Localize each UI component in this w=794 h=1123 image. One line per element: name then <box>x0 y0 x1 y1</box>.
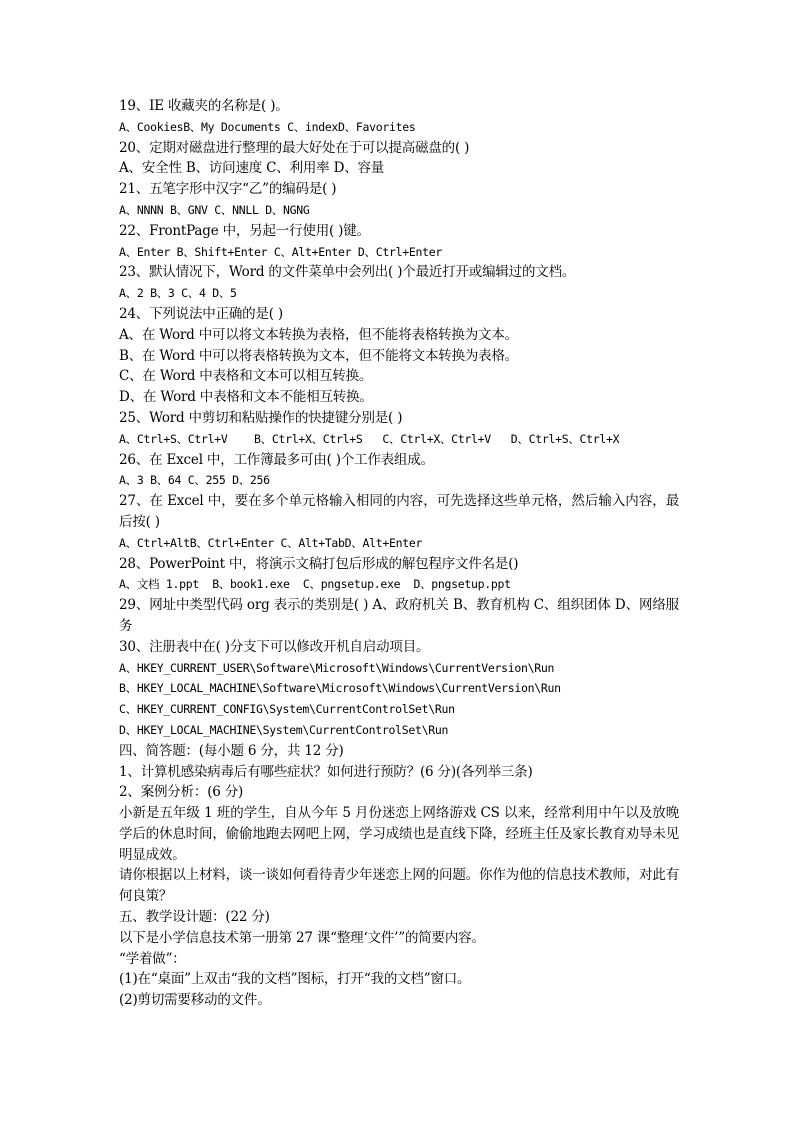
case-study-paragraph: 小新是五年级 1 班的学生，自从今年 5 月份迷恋上网络游戏 CS 以来，经常利用中午以及放晚学后的休息时间，偷偷地跑去网吧上网，学习成绩也是直线下降，经班主任及家长教育劝导未见明显成效。 <box>119 805 679 863</box>
question-30: 30、注册表中在( )分支下可以修改开机自启动项目。 <box>119 638 430 655</box>
lesson-intro: 以下是小学信息技术第一册第 27 课“整理‘文件’”的简要内容。 <box>119 929 485 946</box>
question-21-options: A、NNNN B、GNV C、NNLL D、NGNG <box>119 202 310 217</box>
question-20: 20、定期对磁盘进行整理的最大好处在于可以提高磁盘的( ) <box>119 139 470 156</box>
case-study-question: 请你根据以上材料，谈一谈如何看待青少年迷恋上网的问题。你作为他的信息技术教师，对此有何良策？ <box>119 867 679 905</box>
question-26-options: A、3 B、64 C、255 D、256 <box>119 473 270 488</box>
question-19-options: A、CookiesB、My Documents C、indexD、Favorites <box>119 119 416 134</box>
step-2: (2)剪切需要移动的文件。 <box>119 992 271 1009</box>
question-28-options: A、文档 1.ppt B、book1.exe C、pngsetup.exe D、pngsetup.ppt <box>119 577 511 592</box>
question-24-option-a: A、在 Word 中可以将文本转换为表格，但不能将表格转换为文本。 <box>119 326 518 343</box>
question-28: 28、PowerPoint 中，将演示文稿打包后形成的解包程序文件名是() <box>119 555 519 572</box>
question-30-option-c: C、HKEY_CURRENT_CONFIG\System\CurrentControlSet\Run <box>119 702 455 717</box>
question-23: 23、默认情况下，Word 的文件菜单中会列出( )个最近打开或编辑过的文档。 <box>119 264 576 281</box>
question-22: 22、FrontPage 中，另起一行使用( )键。 <box>119 222 370 239</box>
question-26: 26、在 Excel 中，工作簿最多可由( )个工作表组成。 <box>119 451 434 468</box>
question-30-option-a: A、HKEY_CURRENT_USER\Software\Microsoft\Windows\CurrentVersion\Run <box>119 660 555 675</box>
question-30-option-b: B、HKEY_LOCAL_MACHINE\Software\Microsoft\Windows\CurrentVersion\Run <box>119 681 561 696</box>
question-25-options: A、Ctrl+S、Ctrl+V B、Ctrl+X、Ctrl+S C、Ctrl+X、Ctrl+V D、Ctrl+S、Ctrl+X <box>119 431 620 446</box>
question-24: 24、下列说法中正确的是( ) <box>119 305 284 322</box>
section-4-heading: 四、简答题：(每小题 6 分，共 12 分) <box>119 742 344 759</box>
question-19: 19、IE 收藏夹的名称是( )。 <box>119 98 289 114</box>
question-22-options: A、Enter B、Shift+Enter C、Alt+Enter D、Ctrl+Enter <box>119 244 442 259</box>
section-5-heading: 五、教学设计题：(22 分) <box>119 909 270 926</box>
short-answer-1: 1、计算机感染病毒后有哪些症状？如何进行预防？(6 分)(各列举三条) <box>119 763 533 780</box>
question-24-option-d: D、在 Word 中表格和文本不能相互转换。 <box>119 389 373 406</box>
short-answer-2: 2、案例分析：(6 分) <box>119 784 244 801</box>
question-20-options: A、安全性 B、访问速度 C、利用率 D、容量 <box>119 160 385 177</box>
learn-by-doing-label: “学着做”： <box>119 950 186 967</box>
question-23-options: A、2 B、3 C、4 D、5 <box>119 286 237 301</box>
question-27: 27、在 Excel 中，要在多个单元格输入相同的内容，可先选择这些单元格，然后输入内容，最后按( ) <box>119 493 679 530</box>
question-30-option-d: D、HKEY_LOCAL_MACHINE\System\CurrentControlSet\Run <box>119 722 449 737</box>
document-page <box>119 96 679 1011</box>
question-21: 21、五笔字形中汉字“乙”的编码是( ) <box>119 181 337 198</box>
question-24-option-b: B、在 Word 中可以将表格转换为文本，但不能将文本转换为表格。 <box>119 347 519 364</box>
question-27-options: A、Ctrl+AltB、Ctrl+Enter C、Alt+TabD、Alt+Enter <box>119 535 423 550</box>
question-25: 25、Word 中剪切和粘贴操作的快捷键分别是( ) <box>119 409 403 426</box>
step-1: (1)在“桌面”上双击“我的文档”图标，打开“我的文档”窗口。 <box>119 971 471 988</box>
question-24-option-c: C、在 Word 中表格和文本可以相互转换。 <box>119 368 373 385</box>
question-29: 29、网址中类型代码 org 表示的类别是( ) A、政府机关 B、教育机构 C、组织团体 D、网络服务 <box>119 597 679 634</box>
